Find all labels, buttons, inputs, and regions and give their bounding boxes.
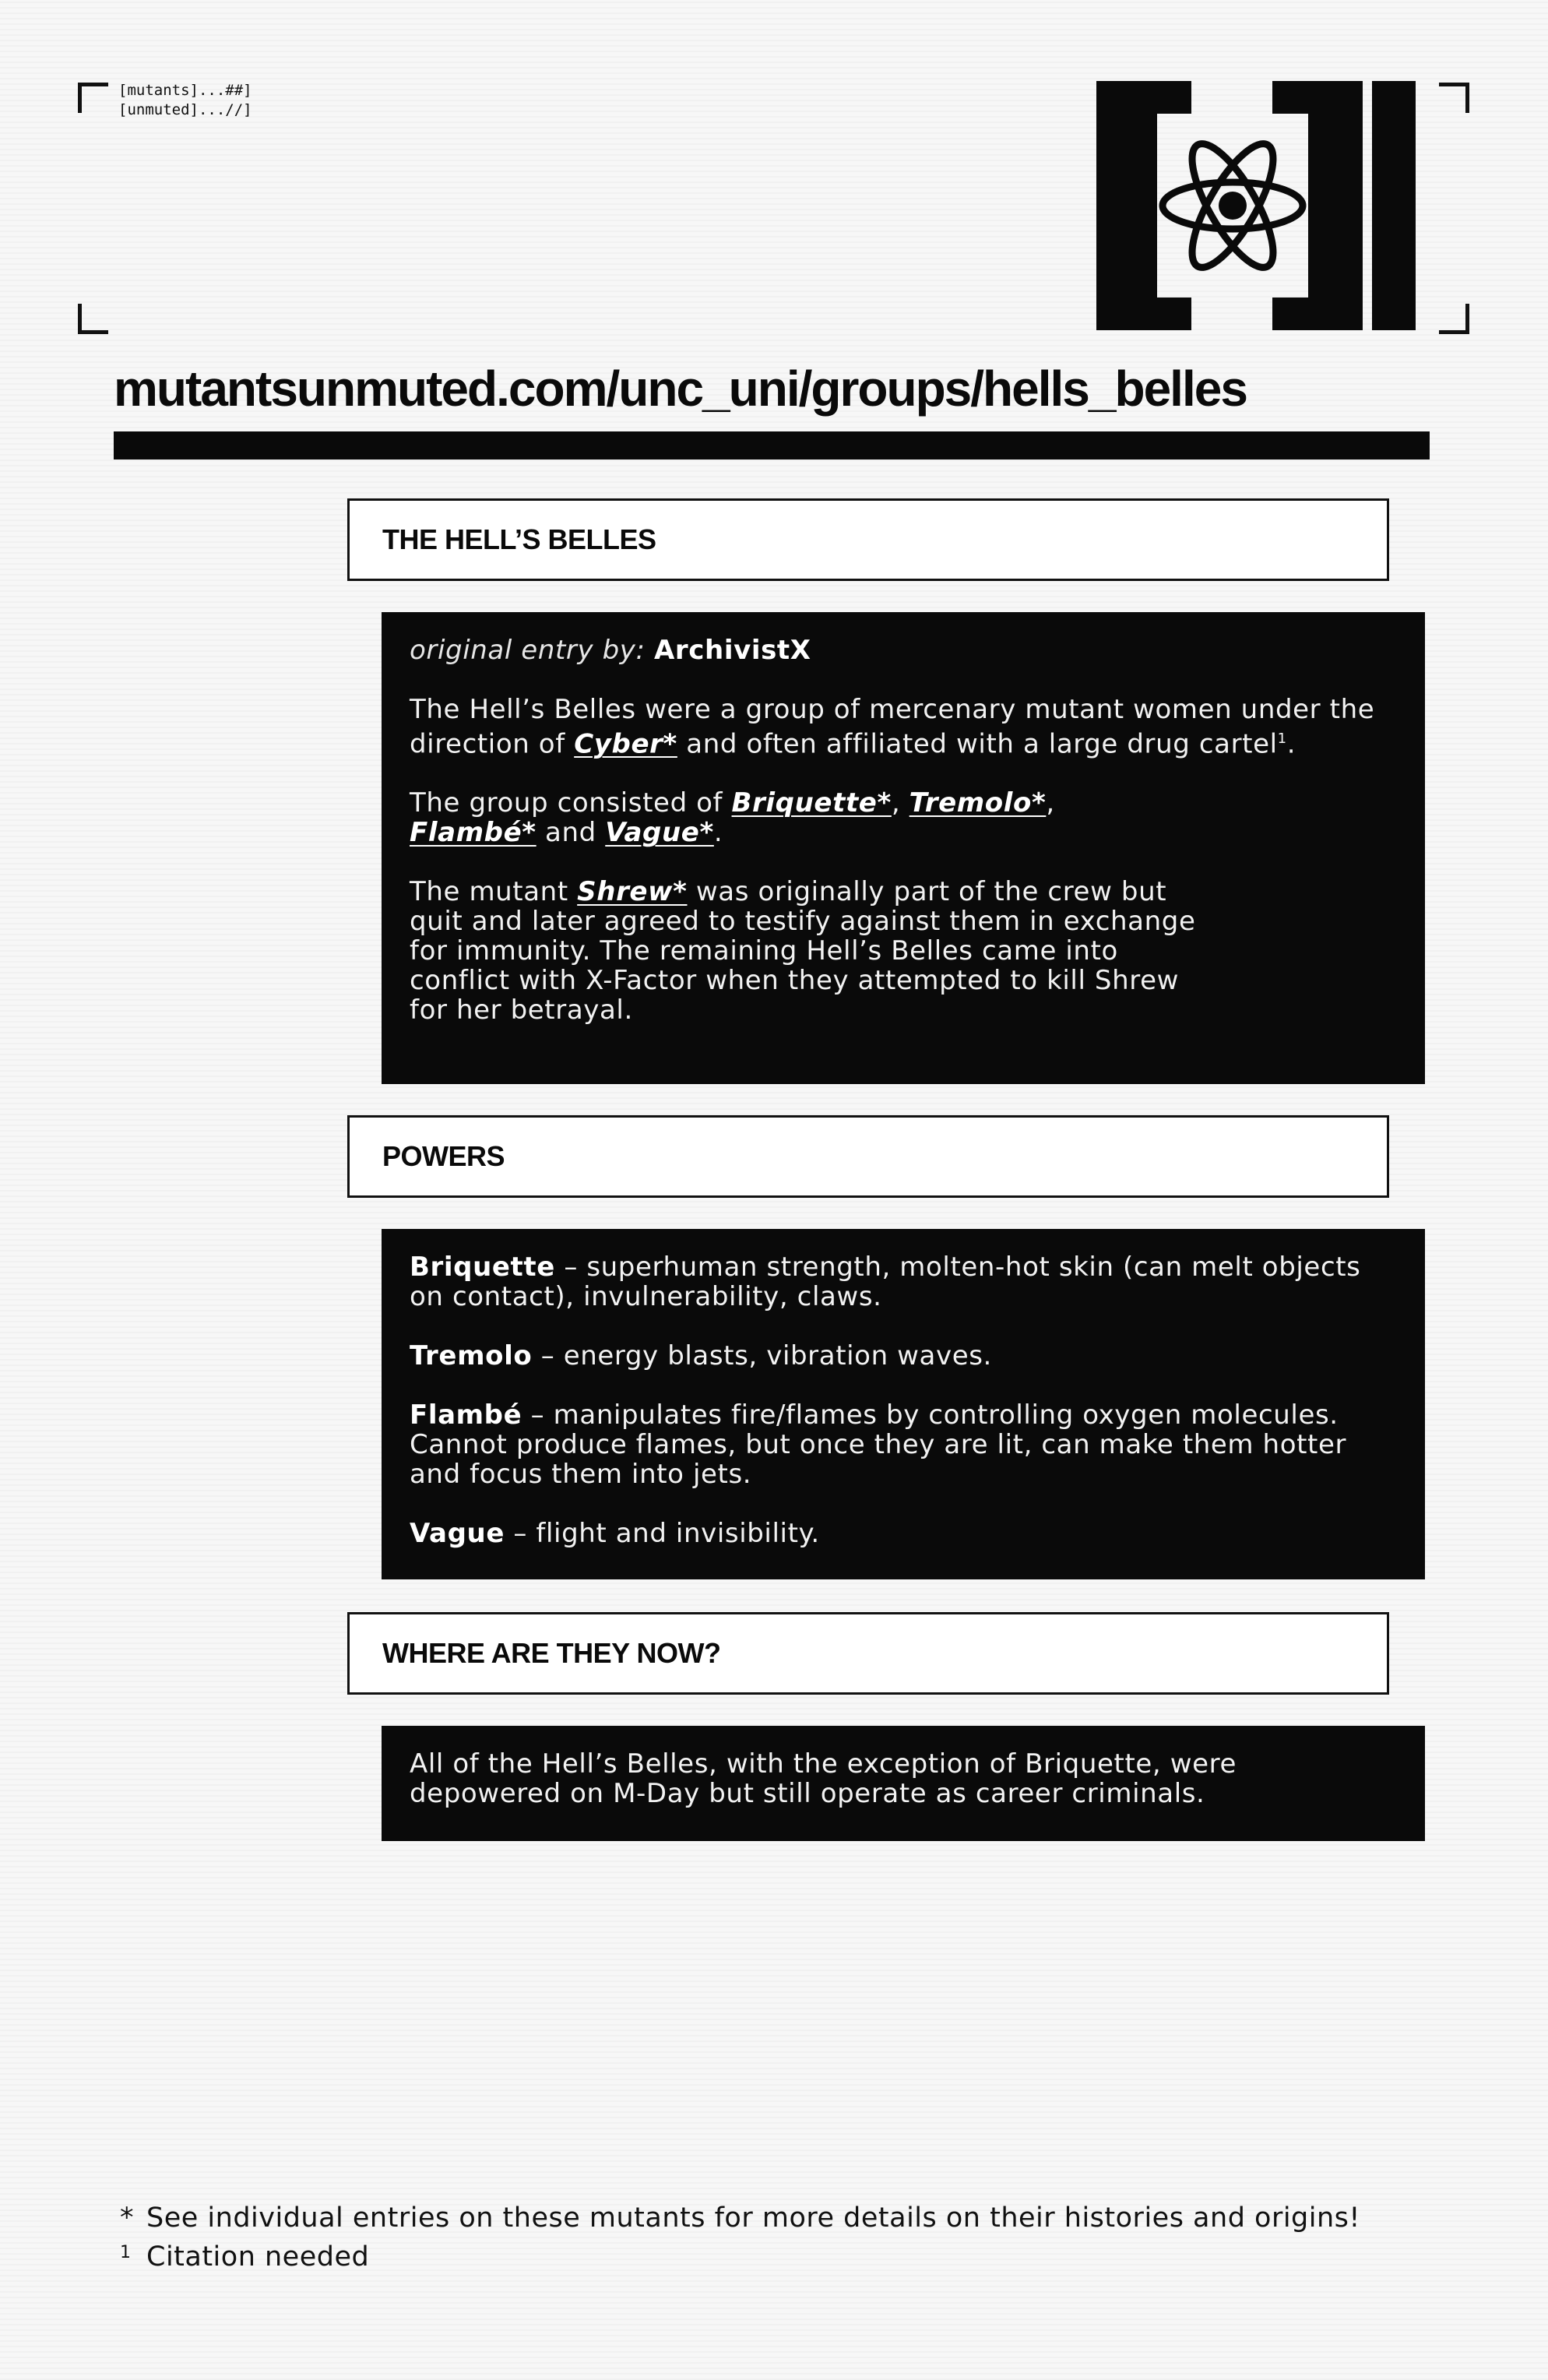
p2-sep-3: and [536,817,606,849]
tagline-line-1: [mutants]...##] [118,82,252,99]
link-shrew[interactable]: Shrew* [577,876,688,908]
p3-text-b: was originally part of the crew but quit and later agreed to testify against them in exchange for immunity. The remaining Hell’s Belles came into conflict with X-Factor when they attempted to kill Shrew for her betrayal. [410,876,1196,1026]
power-name: Briquette [410,1252,555,1283]
site-logo [1096,81,1416,330]
link-cyber[interactable]: Cyber* [574,728,677,760]
frame-corner-top-right [1439,83,1469,113]
p3-text-a: The mutant [410,876,578,908]
power-item-briquette [410,1252,1397,1311]
section-header-title [347,498,1389,581]
power-item-flambe [410,1400,1397,1489]
p2-end: . [713,817,723,849]
frame-corner-top-left [78,83,108,113]
section-header-powers [347,1115,1389,1198]
entry-paragraph-3 [410,877,1196,1025]
p1-text-c: . [1286,728,1296,760]
entry-box [382,612,1425,1084]
entry-byline [410,635,1397,665]
footnote-mark: 1 [120,2243,132,2262]
logo-bracket-right-bottom [1272,298,1363,330]
atom-icon [1163,133,1303,278]
footnote-asterisk [120,2202,1360,2234]
link-briquette[interactable]: Briquette* [731,787,892,819]
footnote-citation [120,2241,369,2273]
logo-bracket-left [1096,81,1157,330]
tagline-line-2: [unmuted]...//] [118,101,252,118]
p2-text-a: The group consisted of [410,787,732,819]
logo-bracket-left-top [1096,81,1191,114]
p2-sep-1: , [891,787,909,819]
where-now-box [382,1726,1425,1841]
logo-bracket-left-bottom [1096,298,1191,330]
power-desc: – flight and invisibility. [505,1518,820,1549]
section-title-label: THE HELL’S BELLES [382,523,656,555]
footnote-mark: * [120,2202,134,2234]
power-desc: – manipulates fire/flames by controlling oxygen molecules. Cannot produce flames, but once they are lit, can make them hotter and focus them into jets. [410,1399,1347,1490]
power-desc: – superhuman strength, molten-hot skin (can melt objects on contact), invulnerability, claws. [410,1252,1361,1312]
site-tagline [118,81,252,120]
entry-paragraph-2 [410,788,1397,847]
logo-bracket-right-top [1272,81,1363,114]
byline-label: original entry by: [410,635,646,666]
where-now-text: All of the Hell’s Belles, with the exception of Briquette, were depowered on M-Day but still operate as career criminals. [410,1748,1237,1809]
section-header-where-now [347,1612,1389,1695]
frame-corner-bottom-left [78,304,108,334]
byline-author: ArchivistX [653,635,811,666]
power-item-tremolo [410,1341,1397,1371]
logo-bar [1372,81,1416,330]
page-url-title: mutantsunmuted.com/unc_uni/groups/hells_belles [114,361,1247,417]
power-item-vague [410,1519,1397,1548]
where-now-title-label: WHERE ARE THEY NOW? [382,1637,721,1669]
frame-corner-bottom-right [1439,304,1469,334]
power-name: Flambé [410,1399,522,1431]
p2-sep-2: , [1046,787,1055,819]
entry-paragraph-1 [410,695,1397,759]
power-name: Vague [410,1518,505,1549]
footnote-text: Citation needed [146,2241,370,2273]
citation-marker: 1 [1277,731,1287,747]
p1-text-a: The Hell’s Belles were a group of mercenary mutant women under the direction of [410,694,1375,760]
p1-text-b: and often affiliated with a large drug cartel [677,728,1278,760]
header-rule [114,431,1430,459]
footnote-text: See individual entries on these mutants for more details on their histories and origins! [146,2202,1360,2234]
link-vague[interactable]: Vague* [605,817,714,849]
power-desc: – energy blasts, vibration waves. [532,1340,992,1371]
powers-box [382,1229,1425,1579]
link-flambe[interactable]: Flambé* [410,817,537,849]
logo-bracket-right [1308,81,1363,330]
powers-title-label: POWERS [382,1140,505,1172]
power-name: Tremolo [410,1340,533,1371]
link-tremolo[interactable]: Tremolo* [909,787,1047,819]
